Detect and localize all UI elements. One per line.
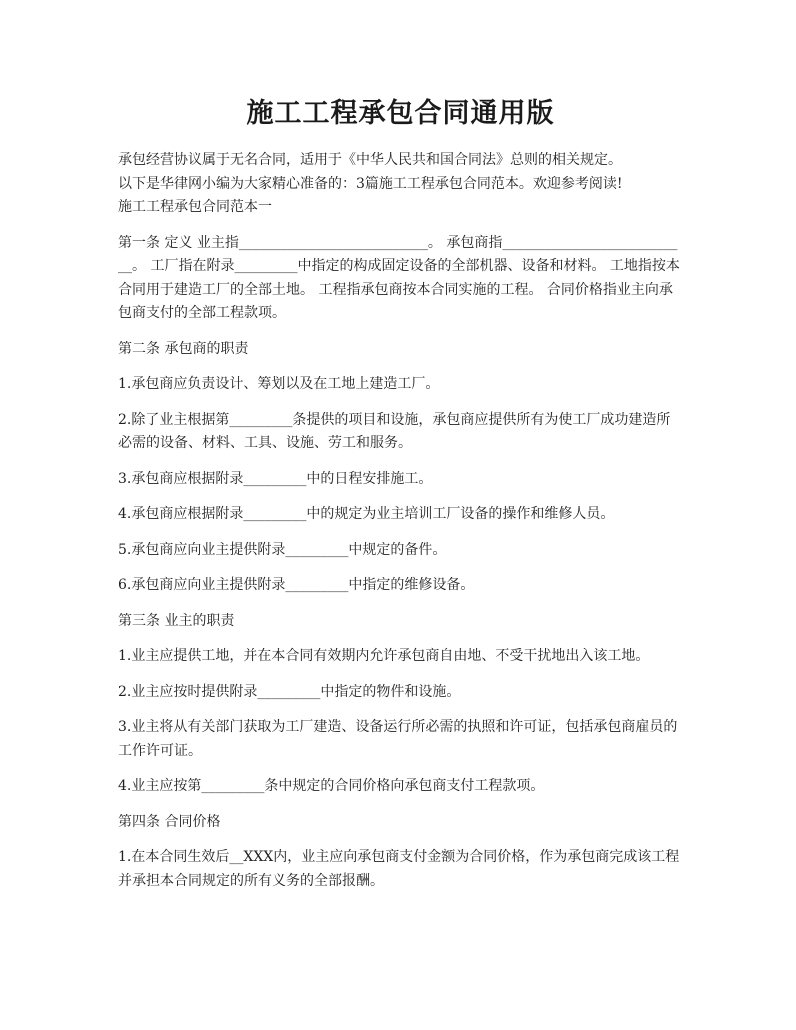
article-heading: 第二条 承包商的职责	[118, 340, 249, 357]
clause: 2.除了业主根据第_________条提供的项目和设施，承包商应提供所有为使工厂成功建造所必需的设备、材料、工具、设施、劳工和服务。	[118, 411, 671, 451]
clause: 4.业主应按第_________条中规定的合同价格向承包商支付工程款项。	[118, 778, 545, 794]
clause: 3.业主将从有关部门获取为工厂建造、设备运行所必需的执照和许可证，包括承包商雇员的工作许可证。	[118, 719, 678, 759]
clause: 1.业主应提供工地，并在本合同有效期内允许承包商自由地、不受干扰地出入该工地。	[118, 648, 650, 664]
clause: 3.承包商应根据附录_________中的日程安排施工。	[118, 470, 433, 487]
clause: 4.承包商应根据附录_________中的规定为业主培训工厂设备的操作和维修人员。	[118, 506, 615, 522]
clause: 1.在本合同生效后__XXX内，业主应向承包商支付金额为合同价格，作为承包商完成该工程并承担本合同规定的所有义务的全部报酬。	[118, 849, 680, 889]
article-heading: 第四条 合同价格	[118, 813, 221, 830]
clause: 6.承包商应向业主提供附录_________中指定的维修设备。	[118, 577, 475, 593]
article-1-definitions: 第一条 定义 业主指___________________________。 承包商指___________________________。 工厂指在附录_________中指定的构成固定设备的全部机器、设备和材料。 工地指按本合同用于建造工厂的全部土地。 工程指承包商按本合同实施的工程。 合同价格指业主向承包商支付的全部工程款项。	[118, 234, 680, 321]
clause: 5.承包商应向业主提供附录_________中规定的备件。	[118, 541, 447, 558]
clause: 1.承包商应负责设计、筹划以及在工地上建造工厂。	[118, 376, 440, 392]
document-title: 施工工程承包合同通用版	[246, 98, 555, 129]
clause: 2.业主应按时提供附录_________中指定的物件和设施。	[118, 683, 461, 700]
intro-block	[118, 149, 683, 220]
intro-line: 施工工程承包合同范本一	[118, 199, 272, 215]
article-heading: 第三条 业主的职责	[118, 612, 235, 629]
document-page	[118, 0, 683, 893]
intro-line: 以下是华律网小编为大家精心准备的：3篇施工工程承包合同范本。欢迎参考阅读!	[118, 175, 623, 192]
intro-line: 承包经营协议属于无名合同，适用于《中华人民共和国合同法》总则的相关规定。	[118, 152, 622, 168]
